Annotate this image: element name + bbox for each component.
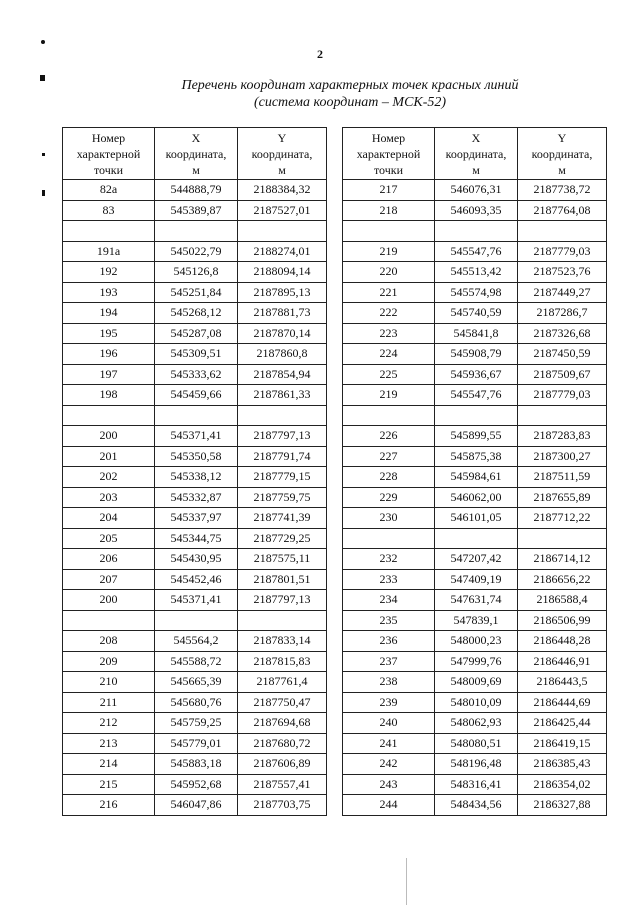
y-coordinate-cell: 2187606,89 bbox=[238, 754, 327, 775]
y-coordinate-cell: 2186385,43 bbox=[518, 754, 607, 775]
table-row bbox=[63, 569, 327, 590]
y-coordinate-cell: 2187523,76 bbox=[518, 262, 607, 283]
point-number-cell: 201 bbox=[63, 446, 155, 467]
scan-speck bbox=[40, 75, 45, 81]
point-number-cell bbox=[63, 221, 155, 242]
table-row bbox=[343, 528, 607, 549]
point-number-cell: 220 bbox=[343, 262, 435, 283]
point-number-cell: 238 bbox=[343, 672, 435, 693]
table-row bbox=[343, 692, 607, 713]
table-row bbox=[343, 467, 607, 488]
y-coordinate-cell: 2187854,94 bbox=[238, 364, 327, 385]
y-coordinate-cell: 2188274,01 bbox=[238, 241, 327, 262]
table-row bbox=[63, 508, 327, 529]
x-coordinate-cell: 548196,48 bbox=[435, 754, 518, 775]
point-number-cell: 200 bbox=[63, 426, 155, 447]
table-row bbox=[343, 795, 607, 816]
x-coordinate-cell: 547999,76 bbox=[435, 651, 518, 672]
y-coordinate-cell: 2186446,91 bbox=[518, 651, 607, 672]
y-coordinate-cell: 2186419,15 bbox=[518, 733, 607, 754]
y-coordinate-cell: 2186714,12 bbox=[518, 549, 607, 570]
table-row bbox=[343, 631, 607, 652]
point-number-cell: 235 bbox=[343, 610, 435, 631]
table-row bbox=[63, 282, 327, 303]
point-number-cell: 242 bbox=[343, 754, 435, 775]
header-point-number: Номер характерной точки bbox=[63, 128, 155, 180]
x-coordinate-cell: 545547,76 bbox=[435, 385, 518, 406]
table-row bbox=[63, 221, 327, 242]
table-row bbox=[343, 508, 607, 529]
title-line-1: Перечень координат характерных точек красных линий bbox=[181, 78, 519, 93]
point-number-cell: 239 bbox=[343, 692, 435, 713]
x-coordinate-cell: 546093,35 bbox=[435, 200, 518, 221]
header-x-coordinate: X координата, м bbox=[155, 128, 238, 180]
y-coordinate-cell bbox=[238, 610, 327, 631]
x-coordinate-cell: 545899,55 bbox=[435, 426, 518, 447]
table-row bbox=[343, 774, 607, 795]
table-row bbox=[63, 610, 327, 631]
point-number-cell: 203 bbox=[63, 487, 155, 508]
x-coordinate-cell: 545371,41 bbox=[155, 426, 238, 447]
y-coordinate-cell: 2187741,39 bbox=[238, 508, 327, 529]
y-coordinate-cell: 2187557,41 bbox=[238, 774, 327, 795]
y-coordinate-cell: 2187833,14 bbox=[238, 631, 327, 652]
y-coordinate-cell: 2187764,08 bbox=[518, 200, 607, 221]
x-coordinate-cell bbox=[435, 221, 518, 242]
table-row bbox=[63, 344, 327, 365]
x-coordinate-cell bbox=[155, 221, 238, 242]
point-number-cell: 196 bbox=[63, 344, 155, 365]
point-number-cell: 197 bbox=[63, 364, 155, 385]
table-row bbox=[343, 713, 607, 734]
x-coordinate-cell: 544888,79 bbox=[155, 180, 238, 201]
x-coordinate-cell: 545126,8 bbox=[155, 262, 238, 283]
x-coordinate-cell: 548000,23 bbox=[435, 631, 518, 652]
x-coordinate-cell: 545547,76 bbox=[435, 241, 518, 262]
y-coordinate-cell bbox=[238, 405, 327, 426]
point-number-cell: 225 bbox=[343, 364, 435, 385]
x-coordinate-cell bbox=[155, 405, 238, 426]
y-coordinate-cell: 2187694,68 bbox=[238, 713, 327, 734]
x-coordinate-cell: 546047,86 bbox=[155, 795, 238, 816]
table-row bbox=[343, 487, 607, 508]
point-number-cell: 228 bbox=[343, 467, 435, 488]
table-row bbox=[63, 405, 327, 426]
point-number-cell bbox=[343, 221, 435, 242]
x-coordinate-cell: 545430,95 bbox=[155, 549, 238, 570]
table-row bbox=[343, 754, 607, 775]
x-coordinate-cell: 545680,76 bbox=[155, 692, 238, 713]
table-row bbox=[63, 631, 327, 652]
x-coordinate-cell: 545350,58 bbox=[155, 446, 238, 467]
table-row bbox=[343, 426, 607, 447]
y-coordinate-cell: 2187712,22 bbox=[518, 508, 607, 529]
y-coordinate-cell: 2186444,69 bbox=[518, 692, 607, 713]
point-number-cell: 221 bbox=[343, 282, 435, 303]
point-number-cell: 191а bbox=[63, 241, 155, 262]
point-number-cell: 195 bbox=[63, 323, 155, 344]
table-row bbox=[343, 672, 607, 693]
point-number-cell: 200 bbox=[63, 590, 155, 611]
table-row bbox=[63, 200, 327, 221]
table-row bbox=[63, 180, 327, 201]
table-row bbox=[343, 610, 607, 631]
point-number-cell: 236 bbox=[343, 631, 435, 652]
point-number-cell: 216 bbox=[63, 795, 155, 816]
scan-speck bbox=[42, 153, 45, 156]
point-number-cell: 217 bbox=[343, 180, 435, 201]
x-coordinate-cell: 545309,51 bbox=[155, 344, 238, 365]
y-coordinate-cell: 2187300,27 bbox=[518, 446, 607, 467]
x-coordinate-cell bbox=[435, 405, 518, 426]
point-number-cell bbox=[63, 405, 155, 426]
y-coordinate-cell: 2187815,83 bbox=[238, 651, 327, 672]
table-row bbox=[63, 241, 327, 262]
coordinates-table-right bbox=[342, 127, 607, 816]
table-header-row bbox=[63, 128, 327, 180]
table-row bbox=[63, 262, 327, 283]
point-number-cell bbox=[343, 405, 435, 426]
x-coordinate-cell: 548080,51 bbox=[435, 733, 518, 754]
x-coordinate-cell: 545564,2 bbox=[155, 631, 238, 652]
table-row bbox=[63, 426, 327, 447]
y-coordinate-cell bbox=[518, 405, 607, 426]
point-number-cell: 202 bbox=[63, 467, 155, 488]
x-coordinate-cell: 545371,41 bbox=[155, 590, 238, 611]
y-coordinate-cell: 2187860,8 bbox=[238, 344, 327, 365]
x-coordinate-cell: 546076,31 bbox=[435, 180, 518, 201]
title-line-2: (система координат – МСК-52) bbox=[253, 95, 447, 110]
y-coordinate-cell: 2187779,03 bbox=[518, 241, 607, 262]
table-row bbox=[343, 405, 607, 426]
x-coordinate-cell: 548062,93 bbox=[435, 713, 518, 734]
x-coordinate-cell: 545875,38 bbox=[435, 446, 518, 467]
x-coordinate-cell: 547631,74 bbox=[435, 590, 518, 611]
table-row bbox=[63, 733, 327, 754]
x-coordinate-cell: 545268,12 bbox=[155, 303, 238, 324]
table-row bbox=[343, 446, 607, 467]
point-number-cell: 240 bbox=[343, 713, 435, 734]
x-coordinate-cell: 545338,12 bbox=[155, 467, 238, 488]
point-number-cell: 223 bbox=[343, 323, 435, 344]
y-coordinate-cell: 2188094,14 bbox=[238, 262, 327, 283]
table-row bbox=[343, 241, 607, 262]
x-coordinate-cell: 547207,42 bbox=[435, 549, 518, 570]
table-row bbox=[63, 590, 327, 611]
header-y-coordinate: Y координата, м bbox=[238, 128, 327, 180]
table-row bbox=[343, 733, 607, 754]
table-row bbox=[63, 672, 327, 693]
table-row bbox=[63, 323, 327, 344]
point-number-cell: 219 bbox=[343, 241, 435, 262]
x-coordinate-cell: 545952,68 bbox=[155, 774, 238, 795]
header-y-coordinate: Y координата, м bbox=[518, 128, 607, 180]
point-number-cell: 192 bbox=[63, 262, 155, 283]
table-row bbox=[63, 364, 327, 385]
y-coordinate-cell: 2187759,75 bbox=[238, 487, 327, 508]
table-row bbox=[343, 200, 607, 221]
table-row bbox=[343, 282, 607, 303]
point-number-cell: 194 bbox=[63, 303, 155, 324]
x-coordinate-cell: 548434,56 bbox=[435, 795, 518, 816]
point-number-cell: 237 bbox=[343, 651, 435, 672]
y-coordinate-cell: 2186506,99 bbox=[518, 610, 607, 631]
table-row bbox=[63, 774, 327, 795]
point-number-cell: 207 bbox=[63, 569, 155, 590]
table-row bbox=[63, 795, 327, 816]
y-coordinate-cell: 2188384,32 bbox=[238, 180, 327, 201]
point-number-cell: 227 bbox=[343, 446, 435, 467]
y-coordinate-cell: 2187895,13 bbox=[238, 282, 327, 303]
y-coordinate-cell bbox=[518, 528, 607, 549]
y-coordinate-cell bbox=[238, 221, 327, 242]
table-row bbox=[343, 364, 607, 385]
point-number-cell: 82а bbox=[63, 180, 155, 201]
point-number-cell: 224 bbox=[343, 344, 435, 365]
y-coordinate-cell: 2187655,89 bbox=[518, 487, 607, 508]
y-coordinate-cell: 2187779,03 bbox=[518, 385, 607, 406]
point-number-cell: 243 bbox=[343, 774, 435, 795]
x-coordinate-cell: 545459,66 bbox=[155, 385, 238, 406]
point-number-cell: 205 bbox=[63, 528, 155, 549]
point-number-cell: 208 bbox=[63, 631, 155, 652]
y-coordinate-cell: 2187801,51 bbox=[238, 569, 327, 590]
y-coordinate-cell: 2187870,14 bbox=[238, 323, 327, 344]
table-row bbox=[343, 180, 607, 201]
table-header-row bbox=[343, 128, 607, 180]
table-row bbox=[63, 467, 327, 488]
y-coordinate-cell: 2187881,73 bbox=[238, 303, 327, 324]
point-number-cell: 211 bbox=[63, 692, 155, 713]
x-coordinate-cell: 546101,05 bbox=[435, 508, 518, 529]
table-row bbox=[63, 528, 327, 549]
table-row bbox=[63, 754, 327, 775]
y-coordinate-cell bbox=[518, 221, 607, 242]
x-coordinate-cell: 545251,84 bbox=[155, 282, 238, 303]
y-coordinate-cell: 2187791,74 bbox=[238, 446, 327, 467]
x-coordinate-cell: 548316,41 bbox=[435, 774, 518, 795]
y-coordinate-cell: 2187750,47 bbox=[238, 692, 327, 713]
table-row bbox=[63, 713, 327, 734]
x-coordinate-cell: 545513,42 bbox=[435, 262, 518, 283]
y-coordinate-cell: 2187738,72 bbox=[518, 180, 607, 201]
scan-line bbox=[406, 858, 407, 905]
y-coordinate-cell: 2186656,22 bbox=[518, 569, 607, 590]
y-coordinate-cell: 2186327,88 bbox=[518, 795, 607, 816]
y-coordinate-cell: 2187286,7 bbox=[518, 303, 607, 324]
y-coordinate-cell: 2187797,13 bbox=[238, 426, 327, 447]
table-row bbox=[63, 692, 327, 713]
x-coordinate-cell: 545984,61 bbox=[435, 467, 518, 488]
point-number-cell: 226 bbox=[343, 426, 435, 447]
point-number-cell: 232 bbox=[343, 549, 435, 570]
x-coordinate-cell: 545779,01 bbox=[155, 733, 238, 754]
point-number-cell: 206 bbox=[63, 549, 155, 570]
point-number-cell: 198 bbox=[63, 385, 155, 406]
table-row bbox=[63, 487, 327, 508]
y-coordinate-cell: 2187703,75 bbox=[238, 795, 327, 816]
header-point-number: Номер характерной точки bbox=[343, 128, 435, 180]
x-coordinate-cell: 545333,62 bbox=[155, 364, 238, 385]
table-row bbox=[343, 323, 607, 344]
point-number-cell: 233 bbox=[343, 569, 435, 590]
x-coordinate-cell bbox=[435, 528, 518, 549]
point-number-cell: 210 bbox=[63, 672, 155, 693]
x-coordinate-cell: 547839,1 bbox=[435, 610, 518, 631]
point-number-cell: 215 bbox=[63, 774, 155, 795]
x-coordinate-cell: 545337,97 bbox=[155, 508, 238, 529]
y-coordinate-cell: 2186425,44 bbox=[518, 713, 607, 734]
point-number-cell: 83 bbox=[63, 200, 155, 221]
page-title bbox=[0, 77, 640, 111]
point-number-cell: 229 bbox=[343, 487, 435, 508]
table-row bbox=[343, 385, 607, 406]
x-coordinate-cell: 545740,59 bbox=[435, 303, 518, 324]
x-coordinate-cell: 545759,25 bbox=[155, 713, 238, 734]
x-coordinate-cell: 545452,46 bbox=[155, 569, 238, 590]
x-coordinate-cell: 545287,08 bbox=[155, 323, 238, 344]
x-coordinate-cell: 545665,39 bbox=[155, 672, 238, 693]
point-number-cell: 193 bbox=[63, 282, 155, 303]
point-number-cell: 214 bbox=[63, 754, 155, 775]
x-coordinate-cell: 546062,00 bbox=[435, 487, 518, 508]
y-coordinate-cell: 2186354,02 bbox=[518, 774, 607, 795]
x-coordinate-cell: 545588,72 bbox=[155, 651, 238, 672]
point-number-cell bbox=[343, 528, 435, 549]
y-coordinate-cell: 2187527,01 bbox=[238, 200, 327, 221]
point-number-cell: 244 bbox=[343, 795, 435, 816]
y-coordinate-cell: 2187761,4 bbox=[238, 672, 327, 693]
page-number: 2 bbox=[317, 47, 323, 61]
y-coordinate-cell: 2187797,13 bbox=[238, 590, 327, 611]
y-coordinate-cell: 2187680,72 bbox=[238, 733, 327, 754]
y-coordinate-cell: 2186443,5 bbox=[518, 672, 607, 693]
table-row bbox=[343, 651, 607, 672]
table-row bbox=[63, 385, 327, 406]
y-coordinate-cell: 2187326,68 bbox=[518, 323, 607, 344]
header-x-coordinate: X координата, м bbox=[435, 128, 518, 180]
point-number-cell: 209 bbox=[63, 651, 155, 672]
y-coordinate-cell: 2187779,15 bbox=[238, 467, 327, 488]
y-coordinate-cell: 2187283,83 bbox=[518, 426, 607, 447]
y-coordinate-cell: 2187450,59 bbox=[518, 344, 607, 365]
x-coordinate-cell: 547409,19 bbox=[435, 569, 518, 590]
table-row bbox=[343, 549, 607, 570]
x-coordinate-cell: 545389,87 bbox=[155, 200, 238, 221]
scan-speck bbox=[42, 190, 45, 196]
coordinates-table-left bbox=[62, 127, 327, 816]
y-coordinate-cell: 2187861,33 bbox=[238, 385, 327, 406]
point-number-cell: 218 bbox=[343, 200, 435, 221]
table-row bbox=[63, 446, 327, 467]
table-row bbox=[343, 569, 607, 590]
table-row bbox=[63, 303, 327, 324]
point-number-cell: 219 bbox=[343, 385, 435, 406]
table-row bbox=[343, 221, 607, 242]
table-row bbox=[343, 590, 607, 611]
y-coordinate-cell: 2187509,67 bbox=[518, 364, 607, 385]
x-coordinate-cell: 545022,79 bbox=[155, 241, 238, 262]
y-coordinate-cell: 2186448,28 bbox=[518, 631, 607, 652]
x-coordinate-cell bbox=[155, 610, 238, 631]
x-coordinate-cell: 545908,79 bbox=[435, 344, 518, 365]
point-number-cell: 212 bbox=[63, 713, 155, 734]
x-coordinate-cell: 545332,87 bbox=[155, 487, 238, 508]
table-row bbox=[63, 651, 327, 672]
y-coordinate-cell: 2187449,27 bbox=[518, 282, 607, 303]
y-coordinate-cell: 2186588,4 bbox=[518, 590, 607, 611]
x-coordinate-cell: 548009,69 bbox=[435, 672, 518, 693]
x-coordinate-cell: 548010,09 bbox=[435, 692, 518, 713]
y-coordinate-cell: 2187575,11 bbox=[238, 549, 327, 570]
x-coordinate-cell: 545936,67 bbox=[435, 364, 518, 385]
point-number-cell: 213 bbox=[63, 733, 155, 754]
point-number-cell: 222 bbox=[343, 303, 435, 324]
y-coordinate-cell: 2187729,25 bbox=[238, 528, 327, 549]
point-number-cell bbox=[63, 610, 155, 631]
table-row bbox=[63, 549, 327, 570]
point-number-cell: 234 bbox=[343, 590, 435, 611]
table-row bbox=[343, 303, 607, 324]
x-coordinate-cell: 545841,8 bbox=[435, 323, 518, 344]
point-number-cell: 230 bbox=[343, 508, 435, 529]
table-row bbox=[343, 344, 607, 365]
x-coordinate-cell: 545574,98 bbox=[435, 282, 518, 303]
x-coordinate-cell: 545883,18 bbox=[155, 754, 238, 775]
x-coordinate-cell: 545344,75 bbox=[155, 528, 238, 549]
table-row bbox=[343, 262, 607, 283]
point-number-cell: 241 bbox=[343, 733, 435, 754]
point-number-cell: 204 bbox=[63, 508, 155, 529]
y-coordinate-cell: 2187511,59 bbox=[518, 467, 607, 488]
scan-speck bbox=[41, 40, 45, 44]
